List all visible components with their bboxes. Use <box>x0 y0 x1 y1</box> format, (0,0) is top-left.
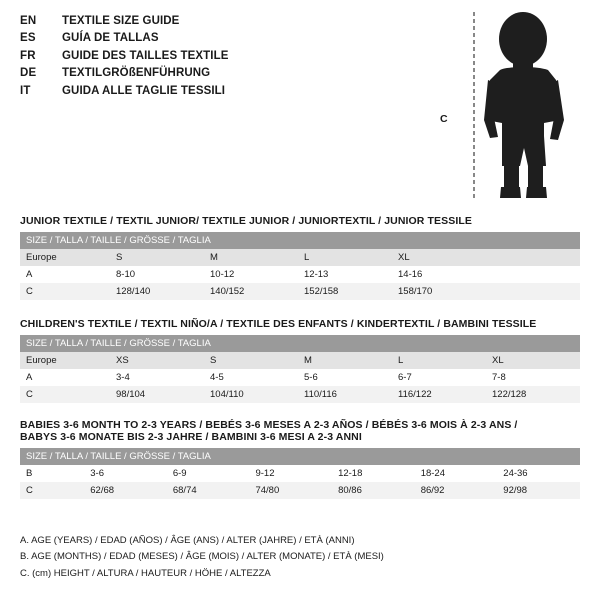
section-title-babies-line2: BABYS 3-6 MONATE BIS 2-3 JAHRE / BAMBINI 3-6 MESI A 2-3 ANNI <box>20 431 362 443</box>
column-header-europe: Europe <box>20 249 110 266</box>
table-row <box>20 266 580 283</box>
cell-c-m: 140/152 <box>204 283 298 300</box>
legend-block <box>20 535 580 584</box>
cell-a-l: 12-13 <box>298 266 392 283</box>
size-table-babies <box>20 448 580 499</box>
cell-b-3: 9-12 <box>249 465 332 482</box>
cell-c-1: 62/68 <box>84 482 167 499</box>
column-header-m: M <box>204 249 298 266</box>
cell-c-2: 68/74 <box>167 482 250 499</box>
title-text-en: TEXTILE SIZE GUIDE <box>62 15 180 27</box>
language-code-en: EN <box>20 15 37 27</box>
row-label-c: C <box>20 482 84 499</box>
table-row <box>20 369 580 386</box>
title-row-es <box>20 31 320 45</box>
measure-label-c: C <box>440 113 448 125</box>
column-header-l: L <box>298 249 392 266</box>
cell-c-m: 110/116 <box>298 386 392 403</box>
cell-a-xs: 3-4 <box>110 369 204 386</box>
size-table-children <box>20 335 580 403</box>
cell-c-5: 86/92 <box>415 482 498 499</box>
column-header-s: S <box>204 352 298 369</box>
cell-c-xl: 122/128 <box>486 386 580 403</box>
table-row <box>20 283 580 300</box>
column-header-l: L <box>392 352 486 369</box>
multilingual-title-block <box>20 14 320 101</box>
cell-c-6: 92/98 <box>497 482 580 499</box>
language-code-fr: FR <box>20 49 36 62</box>
title-row-it <box>20 84 320 98</box>
cell-a-xl: 14-16 <box>392 266 486 283</box>
cell-a-m: 5-6 <box>298 369 392 386</box>
title-text-de: TEXTILGRÖßENFÜHRUNG <box>62 67 211 80</box>
legend-line-c: C. (cm) HEIGHT / ALTURA / HAUTEUR / HÖHE / ALTEZZA <box>20 567 271 579</box>
section-childrens-textile <box>20 318 580 403</box>
cell-a-xl: 7-8 <box>486 369 580 386</box>
subheader-label: SIZE / TALLA / TAILLE / GRÖSSE / TAGLIA <box>20 232 580 249</box>
cell-c-s: 128/140 <box>110 283 204 300</box>
table-column-row <box>20 352 580 369</box>
cell-c-l: 116/122 <box>392 386 486 403</box>
cell-a-s: 4-5 <box>204 369 298 386</box>
table-column-row <box>20 249 580 266</box>
section-title-junior: JUNIOR TEXTILE / TEXTIL JUNIOR/ TEXTILE JUNIOR / JUNIORTEXTIL / JUNIOR TESSILE <box>20 215 472 227</box>
row-label-a: A <box>20 369 110 386</box>
title-text-es: GUÍA DE TALLAS <box>62 32 159 45</box>
cell-a-s: 8-10 <box>110 266 204 283</box>
table-subheader-row <box>20 335 580 352</box>
title-text-it: GUIDA ALLE TAGLIE TESSILI <box>62 84 226 97</box>
language-code-it: IT <box>20 84 31 97</box>
column-header-m: M <box>298 352 392 369</box>
language-code-de: DE <box>20 67 37 80</box>
column-header-xl: XL <box>392 249 486 266</box>
legend-line-a: A. AGE (YEARS) / EDAD (AÑOS) / ÂGE (ANS) / ALTER (JAHRE) / ETÀ (ANNI) <box>20 535 355 546</box>
cell-b-2: 6-9 <box>167 465 250 482</box>
legend-line-b: B. AGE (MONTHS) / EDAD (MESES) / ÂGE (MOIS) / ALTER (MONATE) / ETÀ (MESI) <box>20 551 384 563</box>
toddler-silhouette-icon <box>440 8 590 203</box>
table-row <box>20 386 580 403</box>
table-row <box>20 465 580 482</box>
cell-c-s: 104/110 <box>204 386 298 403</box>
row-label-a: A <box>20 266 110 283</box>
cell-c-3: 74/80 <box>249 482 332 499</box>
section-babies-textile <box>20 419 580 499</box>
column-header-xs: XS <box>110 352 204 369</box>
row-label-c: C <box>20 386 110 403</box>
cell-c-l: 152/158 <box>298 283 392 300</box>
language-code-es: ES <box>20 32 36 45</box>
section-junior-textile <box>20 215 580 300</box>
cell-a-l: 6-7 <box>392 369 486 386</box>
cell-b-1: 3-6 <box>84 465 167 482</box>
cell-b-6: 24-36 <box>497 465 580 482</box>
column-header-s: S <box>110 249 204 266</box>
row-label-b: B <box>20 465 84 482</box>
cell-a-m: 10-12 <box>204 266 298 283</box>
table-subheader-row <box>20 448 580 465</box>
size-table-junior <box>20 232 580 300</box>
cell-b-4: 12-18 <box>332 465 415 482</box>
section-title-babies <box>20 419 580 443</box>
cell-c-xl: 158/170 <box>392 283 486 300</box>
column-header-europe: Europe <box>20 352 110 369</box>
measurement-figure <box>440 8 590 203</box>
row-label-c: C <box>20 283 110 300</box>
subheader-label: SIZE / TALLA / TAILLE / GRÖSSE / TAGLIA <box>20 448 580 465</box>
title-row-en <box>20 14 320 28</box>
title-text-fr: GUIDE DES TAILLES TEXTILE <box>62 49 229 62</box>
cell-c-4: 80/86 <box>332 482 415 499</box>
title-row-fr <box>20 49 320 63</box>
section-title-babies-line1: BABIES 3-6 MONTH TO 2-3 YEARS / BEBÉS 3-6 MESES A 2-3 AÑOS / BÉBÉS 3-6 MOIS À 2-3 ANS / <box>20 419 518 431</box>
subheader-label: SIZE / TALLA / TAILLE / GRÖSSE / TAGLIA <box>20 335 580 352</box>
table-subheader-row <box>20 232 580 249</box>
table-row <box>20 482 580 499</box>
cell-b-5: 18-24 <box>415 465 498 482</box>
section-title-children: CHILDREN'S TEXTILE / TEXTIL NIÑO/A / TEXTILE DES ENFANTS / KINDERTEXTIL / BAMBINI TESSILE <box>20 318 537 330</box>
title-row-de <box>20 66 320 80</box>
column-header-xl: XL <box>486 352 580 369</box>
cell-c-xs: 98/104 <box>110 386 204 403</box>
